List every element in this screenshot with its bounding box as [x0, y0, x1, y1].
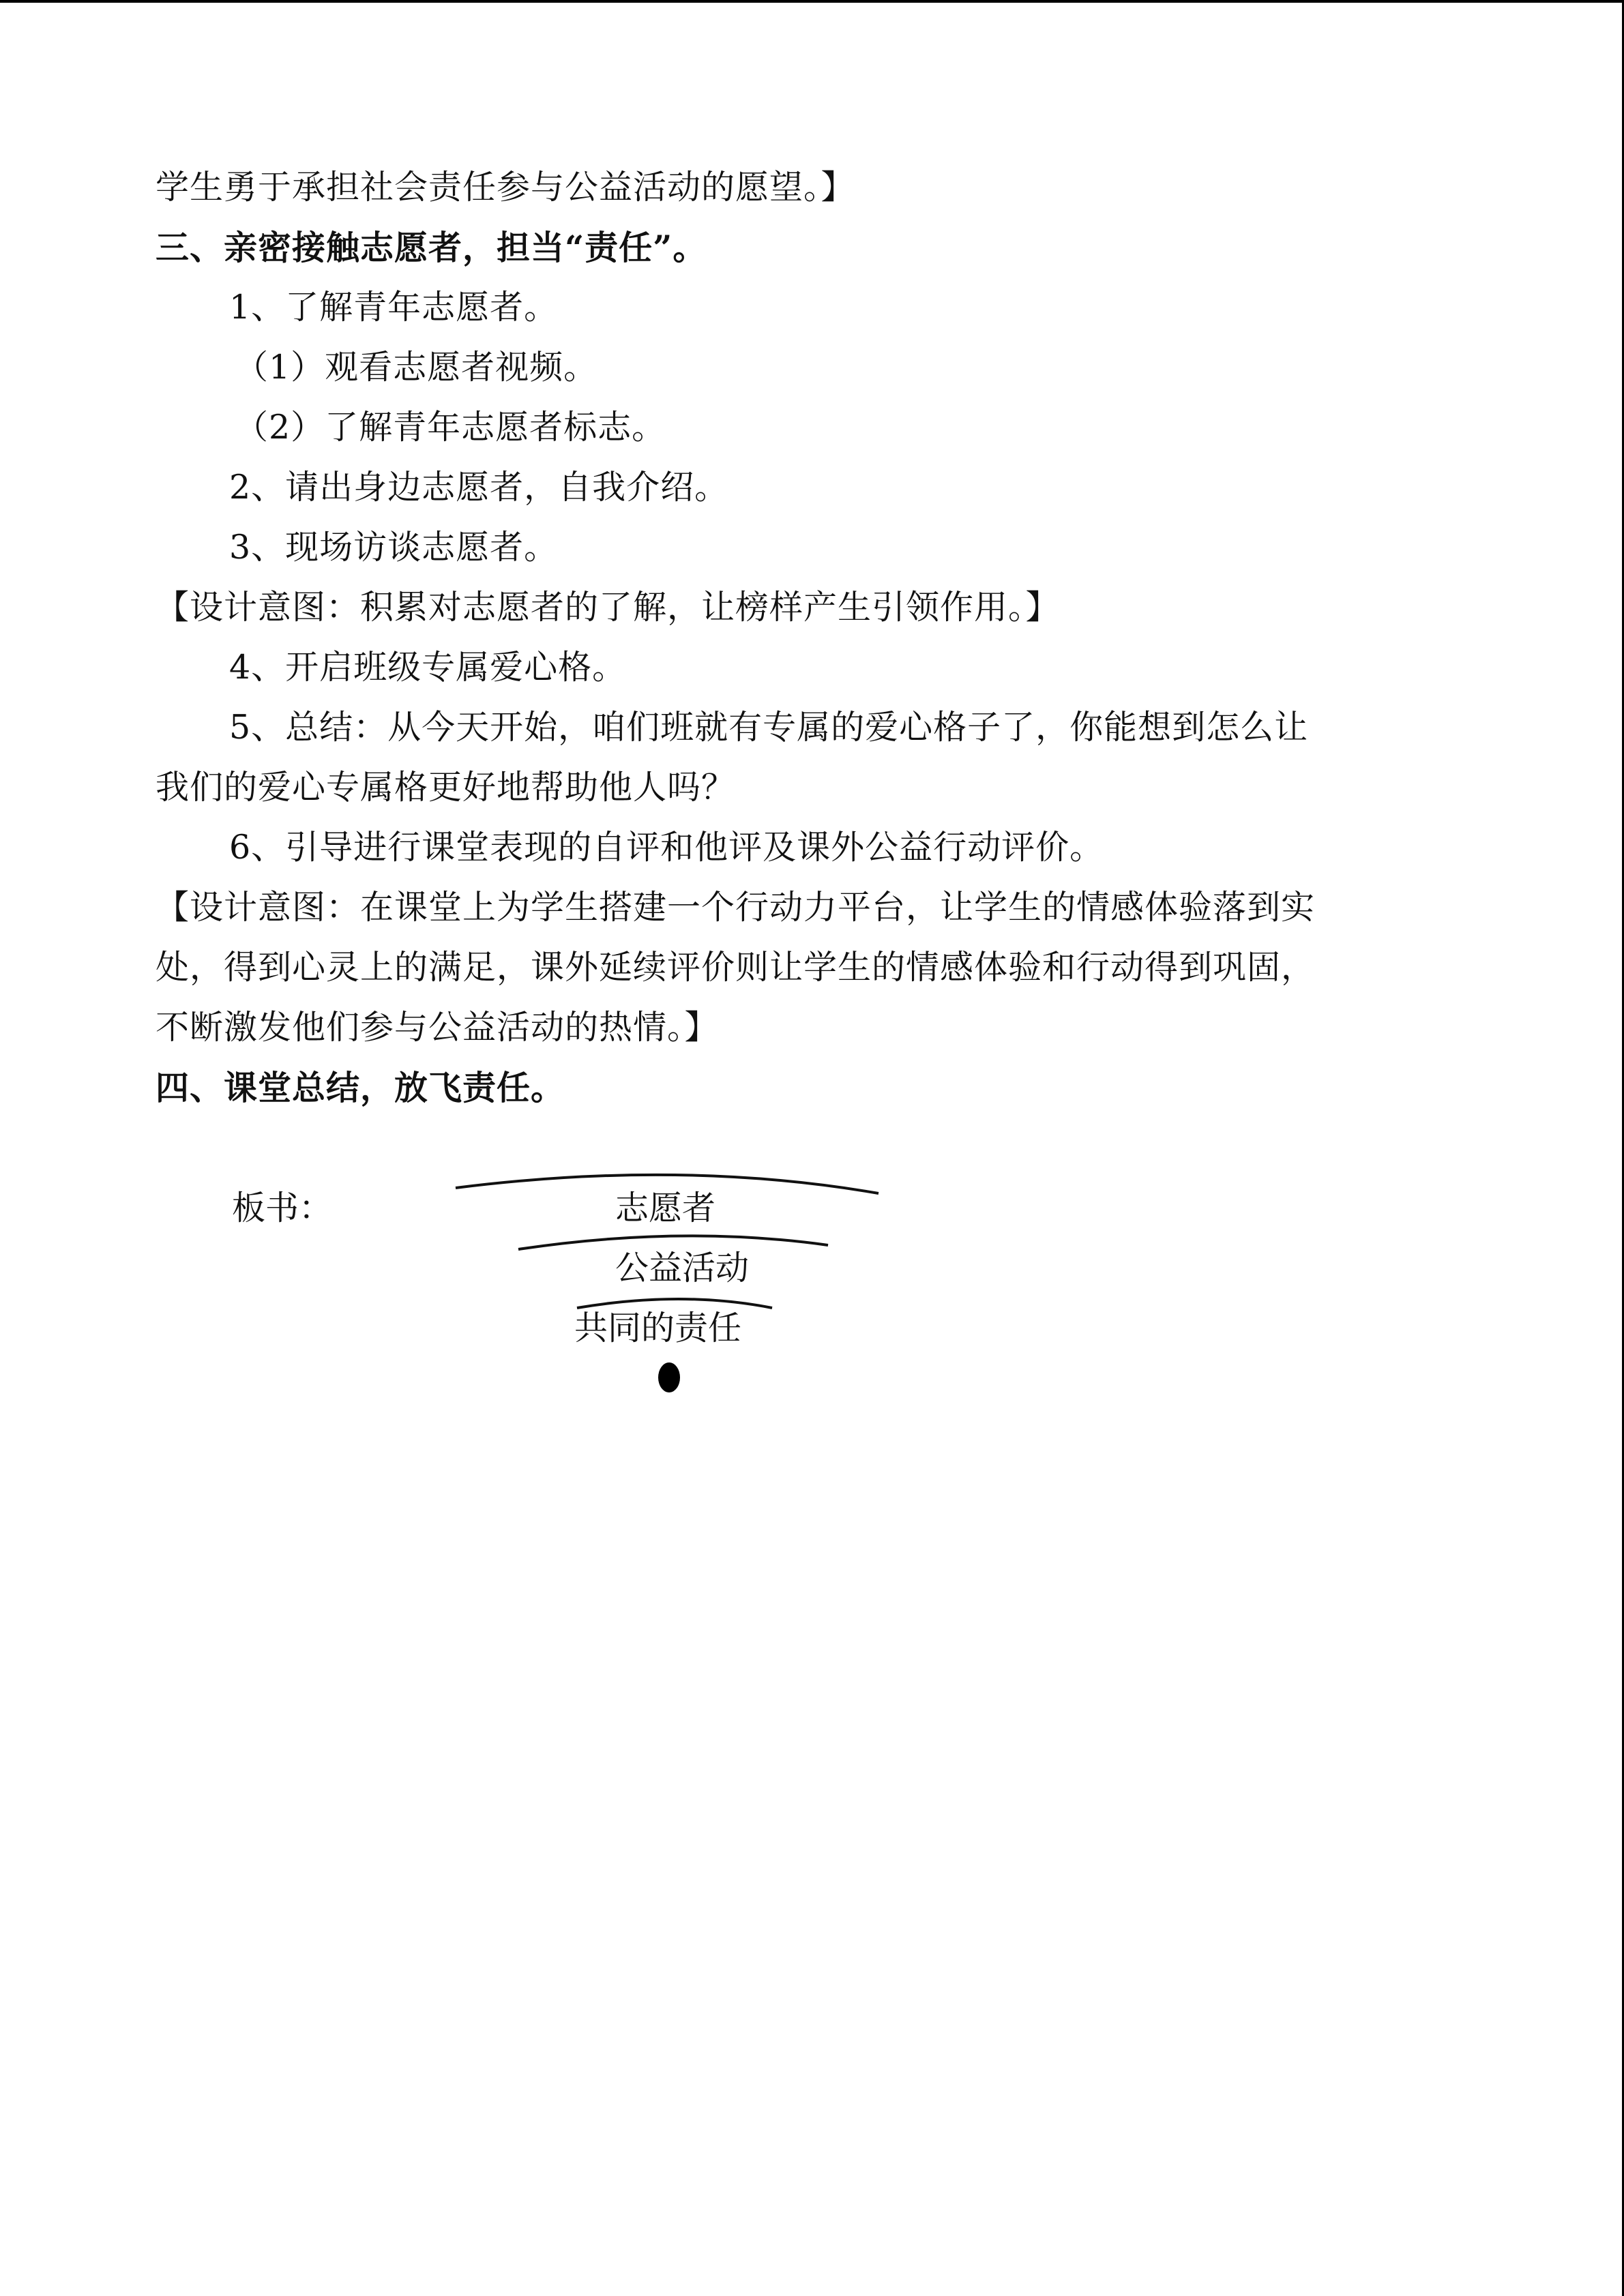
list-item: 6、引导进行课堂表现的自评和他评及课外公益行动评价。	[229, 828, 1104, 867]
design-intent-note: 不断激发他们参与公益活动的热情。】	[156, 1008, 719, 1047]
sub-list-item: （1）观看志愿者视频。	[235, 348, 598, 387]
board-level-3: 共同的责任	[574, 1309, 742, 1347]
list-item: 1、了解青年志愿者。	[229, 288, 559, 327]
page-top-border	[0, 0, 1624, 3]
design-intent-note: 【设计意图：在课堂上为学生搭建一个行动力平台，让学生的情感体验落到实	[156, 888, 1316, 927]
paragraph-line: 我们的爱心专属格更好地帮助他人吗？	[156, 768, 736, 807]
board-level-1: 志愿者	[615, 1189, 716, 1227]
list-item: 2、请出身边志愿者，自我介绍。	[229, 468, 729, 507]
design-intent-note: 【设计意图：积累对志愿者的了解，让榜样产生引领作用。】	[156, 588, 1060, 627]
section-heading-4: 四、课堂总结，放飞责任。	[156, 1068, 565, 1107]
blackboard-label: 板书：	[232, 1189, 333, 1227]
list-item: 3、现场访谈志愿者。	[229, 528, 559, 567]
list-item: 5、总结：从今天开始，咱们班就有专属的爱心格子了，你能想到怎么让	[229, 708, 1309, 747]
section-heading-3: 三、亲密接触志愿者，担当“责任”。	[156, 228, 707, 267]
list-item: 4、开启班级专属爱心格。	[229, 648, 627, 687]
dot-marker	[658, 1362, 680, 1392]
board-level-2: 公益活动	[615, 1249, 750, 1287]
design-intent-note: 处，得到心灵上的满足，课外延续评价则让学生的情感体验和行动得到巩固，	[156, 948, 1316, 987]
paragraph-line: 学生勇于承担社会责任参与公益活动的愿望。】	[156, 168, 855, 207]
sub-list-item: （2）了解青年志愿者标志。	[235, 408, 666, 447]
